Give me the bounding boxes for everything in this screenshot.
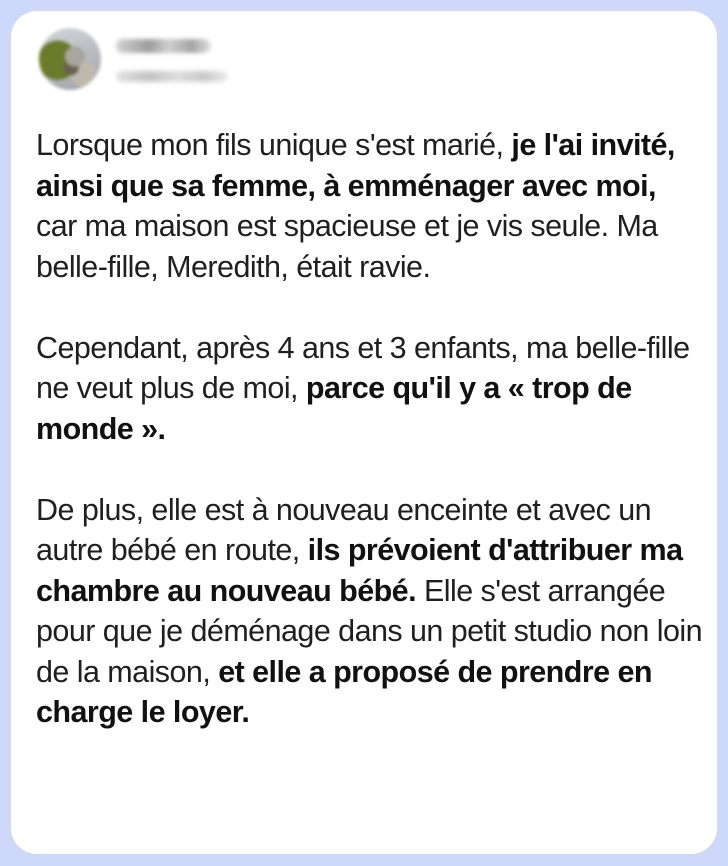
bold-segment: ils prévoient d'attribuer ma chambre au nouveau bébé. xyxy=(36,533,683,608)
post-paragraph-1 xyxy=(36,125,704,287)
post-paragraph-3 xyxy=(36,490,704,733)
text-segment: Elle s'est arrangée pour que je déménage dans un petit studio non loin de la maison, xyxy=(36,573,703,689)
author-handle-blurred xyxy=(116,71,228,82)
post-card xyxy=(11,11,717,854)
author-name-blurred[interactable] xyxy=(116,39,211,53)
text-segment: car ma maison est spacieuse et je vis seule. Ma belle-fille, Meredith, était ravie. xyxy=(36,209,658,284)
post-body xyxy=(36,125,704,733)
post-paragraph-2 xyxy=(36,328,704,450)
text-segment: Cependant, après 4 ans et 3 enfants, ma belle-fille ne veut plus de moi, xyxy=(36,330,690,405)
author-avatar[interactable] xyxy=(39,28,101,90)
text-segment: Lorsque mon fils unique s'est marié, xyxy=(36,128,512,162)
text-segment: De plus, elle est à nouveau enceinte et avec un autre bébé en route, xyxy=(36,492,652,567)
bold-segment: je l'ai invité, ainsi que sa femme, à emménager avec moi, xyxy=(36,128,675,203)
bold-segment: et elle a proposé de prendre en charge le loyer. xyxy=(36,654,652,729)
bold-segment: parce qu'il y a « trop de monde ». xyxy=(36,371,632,446)
